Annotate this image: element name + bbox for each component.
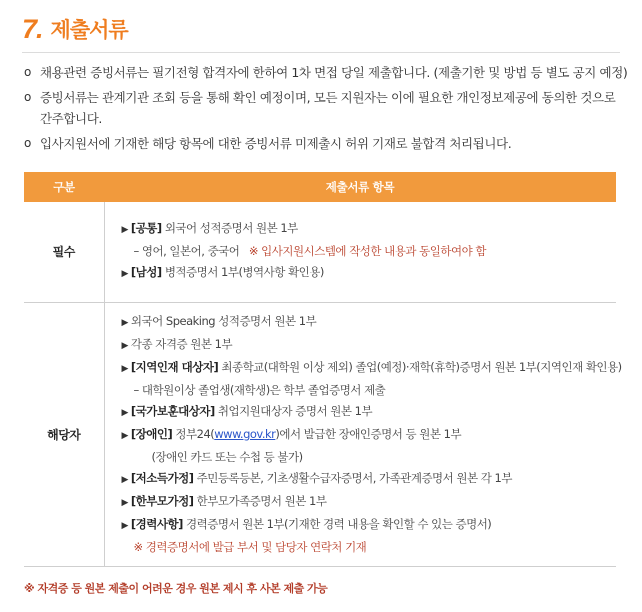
item-tag: [국가보훈대상자] (130, 403, 215, 418)
item-tag: [한부모가정] (130, 493, 194, 508)
list-subitem (122, 241, 610, 262)
triangle-right-icon: ▶ (121, 497, 128, 508)
table-row-required (24, 202, 616, 302)
notice-list (22, 62, 628, 158)
gov24-link[interactable]: www.gov.kr (214, 426, 276, 441)
notice-item (22, 133, 628, 154)
required-items-cell (104, 202, 616, 302)
list-item (122, 491, 610, 514)
item-tag: [지역인재 대상자] (130, 359, 219, 374)
list-subitem (122, 447, 610, 468)
category-applicable: 해당자 (24, 302, 104, 566)
item-tag: [경력사항] (130, 516, 183, 531)
section-number: 7. (22, 13, 43, 44)
table-row-applicable (24, 302, 616, 566)
item-text: 한부모가족증명서 원본 1부 (196, 493, 327, 508)
triangle-right-icon: ▶ (121, 269, 128, 280)
table-header-row (24, 172, 616, 202)
list-item (122, 218, 610, 241)
circle-bullet-icon: o (24, 136, 31, 150)
triangle-right-icon: ▶ (121, 317, 128, 328)
item-text: 주민등록등본, 기초생활수급자증명서, 가족관계증명서 원본 각 1부 (196, 470, 512, 485)
title-divider (22, 52, 620, 53)
section-title (22, 14, 128, 44)
item-note: ※ 입사지원시스템에 작성한 내용과 동일하여야 함 (248, 244, 486, 259)
list-item (122, 468, 610, 491)
applicable-items-cell (104, 302, 622, 566)
item-text: 정부24( (175, 426, 215, 441)
item-text: 경력증명서 원본 1부(기재한 경력 내용을 확인할 수 있는 증명서) (186, 516, 492, 531)
triangle-right-icon: ▶ (121, 430, 128, 441)
column-header-category: 구분 (24, 172, 104, 202)
item-note: ※ 경력증명서에 발급 부서 및 담당자 연락처 기재 (133, 539, 367, 554)
item-text: 최종학교(대학원 이상 제외) 졸업(예정)·재학(휴학)증명서 원본 1부(지역인재 확인용) (221, 359, 622, 374)
circle-bullet-icon: o (24, 90, 31, 104)
notice-item (22, 87, 628, 129)
item-text: 병적증명서 1부(병역사항 확인용) (164, 265, 324, 280)
triangle-right-icon: ▶ (121, 474, 128, 485)
notice-text: 입사지원서에 기재한 해당 항목에 대한 증빙서류 미제출시 허위 기재로 불합격 처리됩니다. (40, 136, 512, 151)
item-text: – 영어, 일본어, 중국어 (133, 244, 240, 259)
item-tag: [저소득가정] (130, 470, 194, 485)
item-text: 외국어 Speaking 성적증명서 원본 1부 (130, 313, 317, 328)
triangle-right-icon: ▶ (121, 520, 128, 531)
column-header-items: 제출서류 항목 (104, 172, 616, 202)
category-required: 필수 (24, 202, 104, 302)
list-item (121, 357, 622, 380)
list-note (122, 537, 610, 558)
list-item (122, 401, 610, 424)
item-text: 각종 자격증 원본 1부 (130, 336, 233, 351)
circle-bullet-icon: o (24, 65, 31, 79)
item-text: 외국어 성적증명서 원본 1부 (164, 221, 298, 236)
item-text: – 대학원이상 졸업생(재학생)은 학부 졸업증명서 제출 (133, 382, 386, 397)
item-tag: [남성] (130, 265, 162, 280)
item-text: (장애인 카드 또는 수첩 등 불가) (151, 449, 303, 464)
triangle-right-icon: ▶ (121, 407, 128, 418)
list-item (122, 424, 610, 447)
list-item (122, 311, 610, 334)
triangle-right-icon: ▶ (121, 340, 128, 351)
item-tag: [공통] (130, 221, 162, 236)
list-item (122, 262, 610, 285)
triangle-right-icon: ▶ (121, 225, 128, 236)
list-item (122, 334, 610, 357)
triangle-right-icon: ▶ (121, 363, 128, 374)
notice-text: 채용관련 증빙서류는 필기전형 합격자에 한하여 1차 면접 당일 제출합니다. (제출기한 및 방법 등 별도 공지 예정) (40, 65, 628, 80)
notice-text: 증빙서류는 관계기관 조회 등을 통해 확인 예정이며, 모든 지원자는 이에 필요한 개인정보제공에 동의한 것으로 간주합니다. (40, 90, 616, 126)
list-item (122, 514, 610, 537)
item-text: )에서 발급한 장애인증명서 등 원본 1부 (275, 426, 462, 441)
documents-table (24, 172, 622, 567)
item-text: 취업지원대상자 증명서 원본 1부 (217, 403, 373, 418)
item-tag: [장애인] (130, 426, 173, 441)
section-heading: 제출서류 (50, 18, 128, 42)
list-subitem (122, 380, 610, 401)
footnote: ※ 자격증 등 원본 제출이 어려운 경우 원본 제시 후 사본 제출 가능 (24, 582, 328, 595)
notice-item (22, 62, 628, 83)
